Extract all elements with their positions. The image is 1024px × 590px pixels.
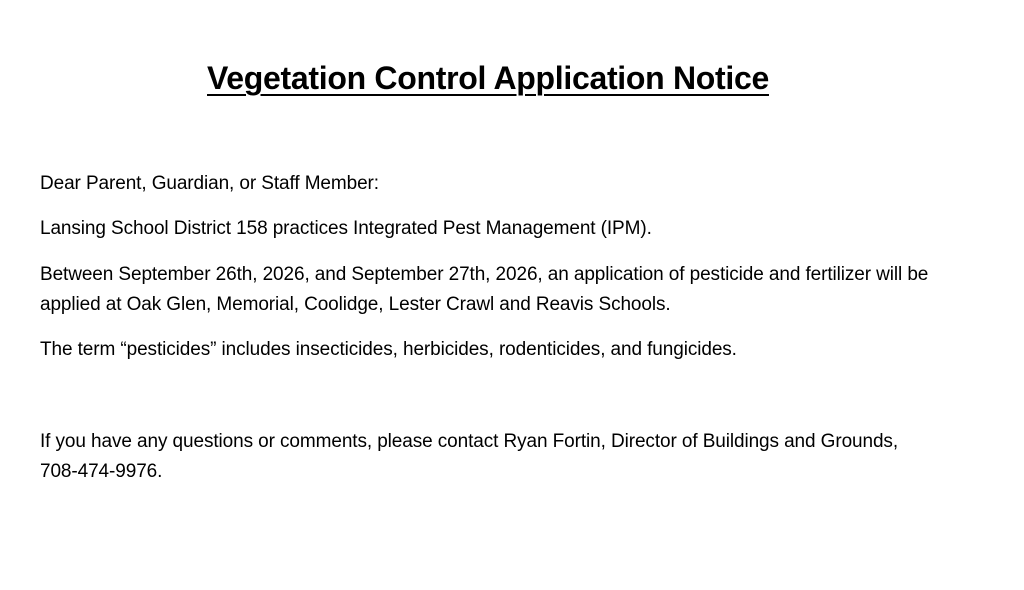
pesticide-definition-paragraph: The term “pesticides” includes insecticides, herbicides, rodenticides, and fungicides. xyxy=(40,339,737,360)
ipm-statement-paragraph: Lansing School District 158 practices Integrated Pest Management (IPM). xyxy=(40,218,652,239)
contact-paragraph: If you have any questions or comments, please contact Ryan Fortin, Director of Buildings and Grounds, 708-474-9976. xyxy=(40,431,899,482)
application-dates-paragraph: Between September 26th, 2026, and September 27th, 2026, an application of pesticide and fertilizer will be applied at Oak Glen, Memorial, Coolidge, Lester Crawl and Reavis Schools. xyxy=(40,264,929,315)
document-title: Vegetation Control Application Notice xyxy=(207,60,769,96)
greeting-paragraph: Dear Parent, Guardian, or Staff Member: xyxy=(40,173,379,194)
